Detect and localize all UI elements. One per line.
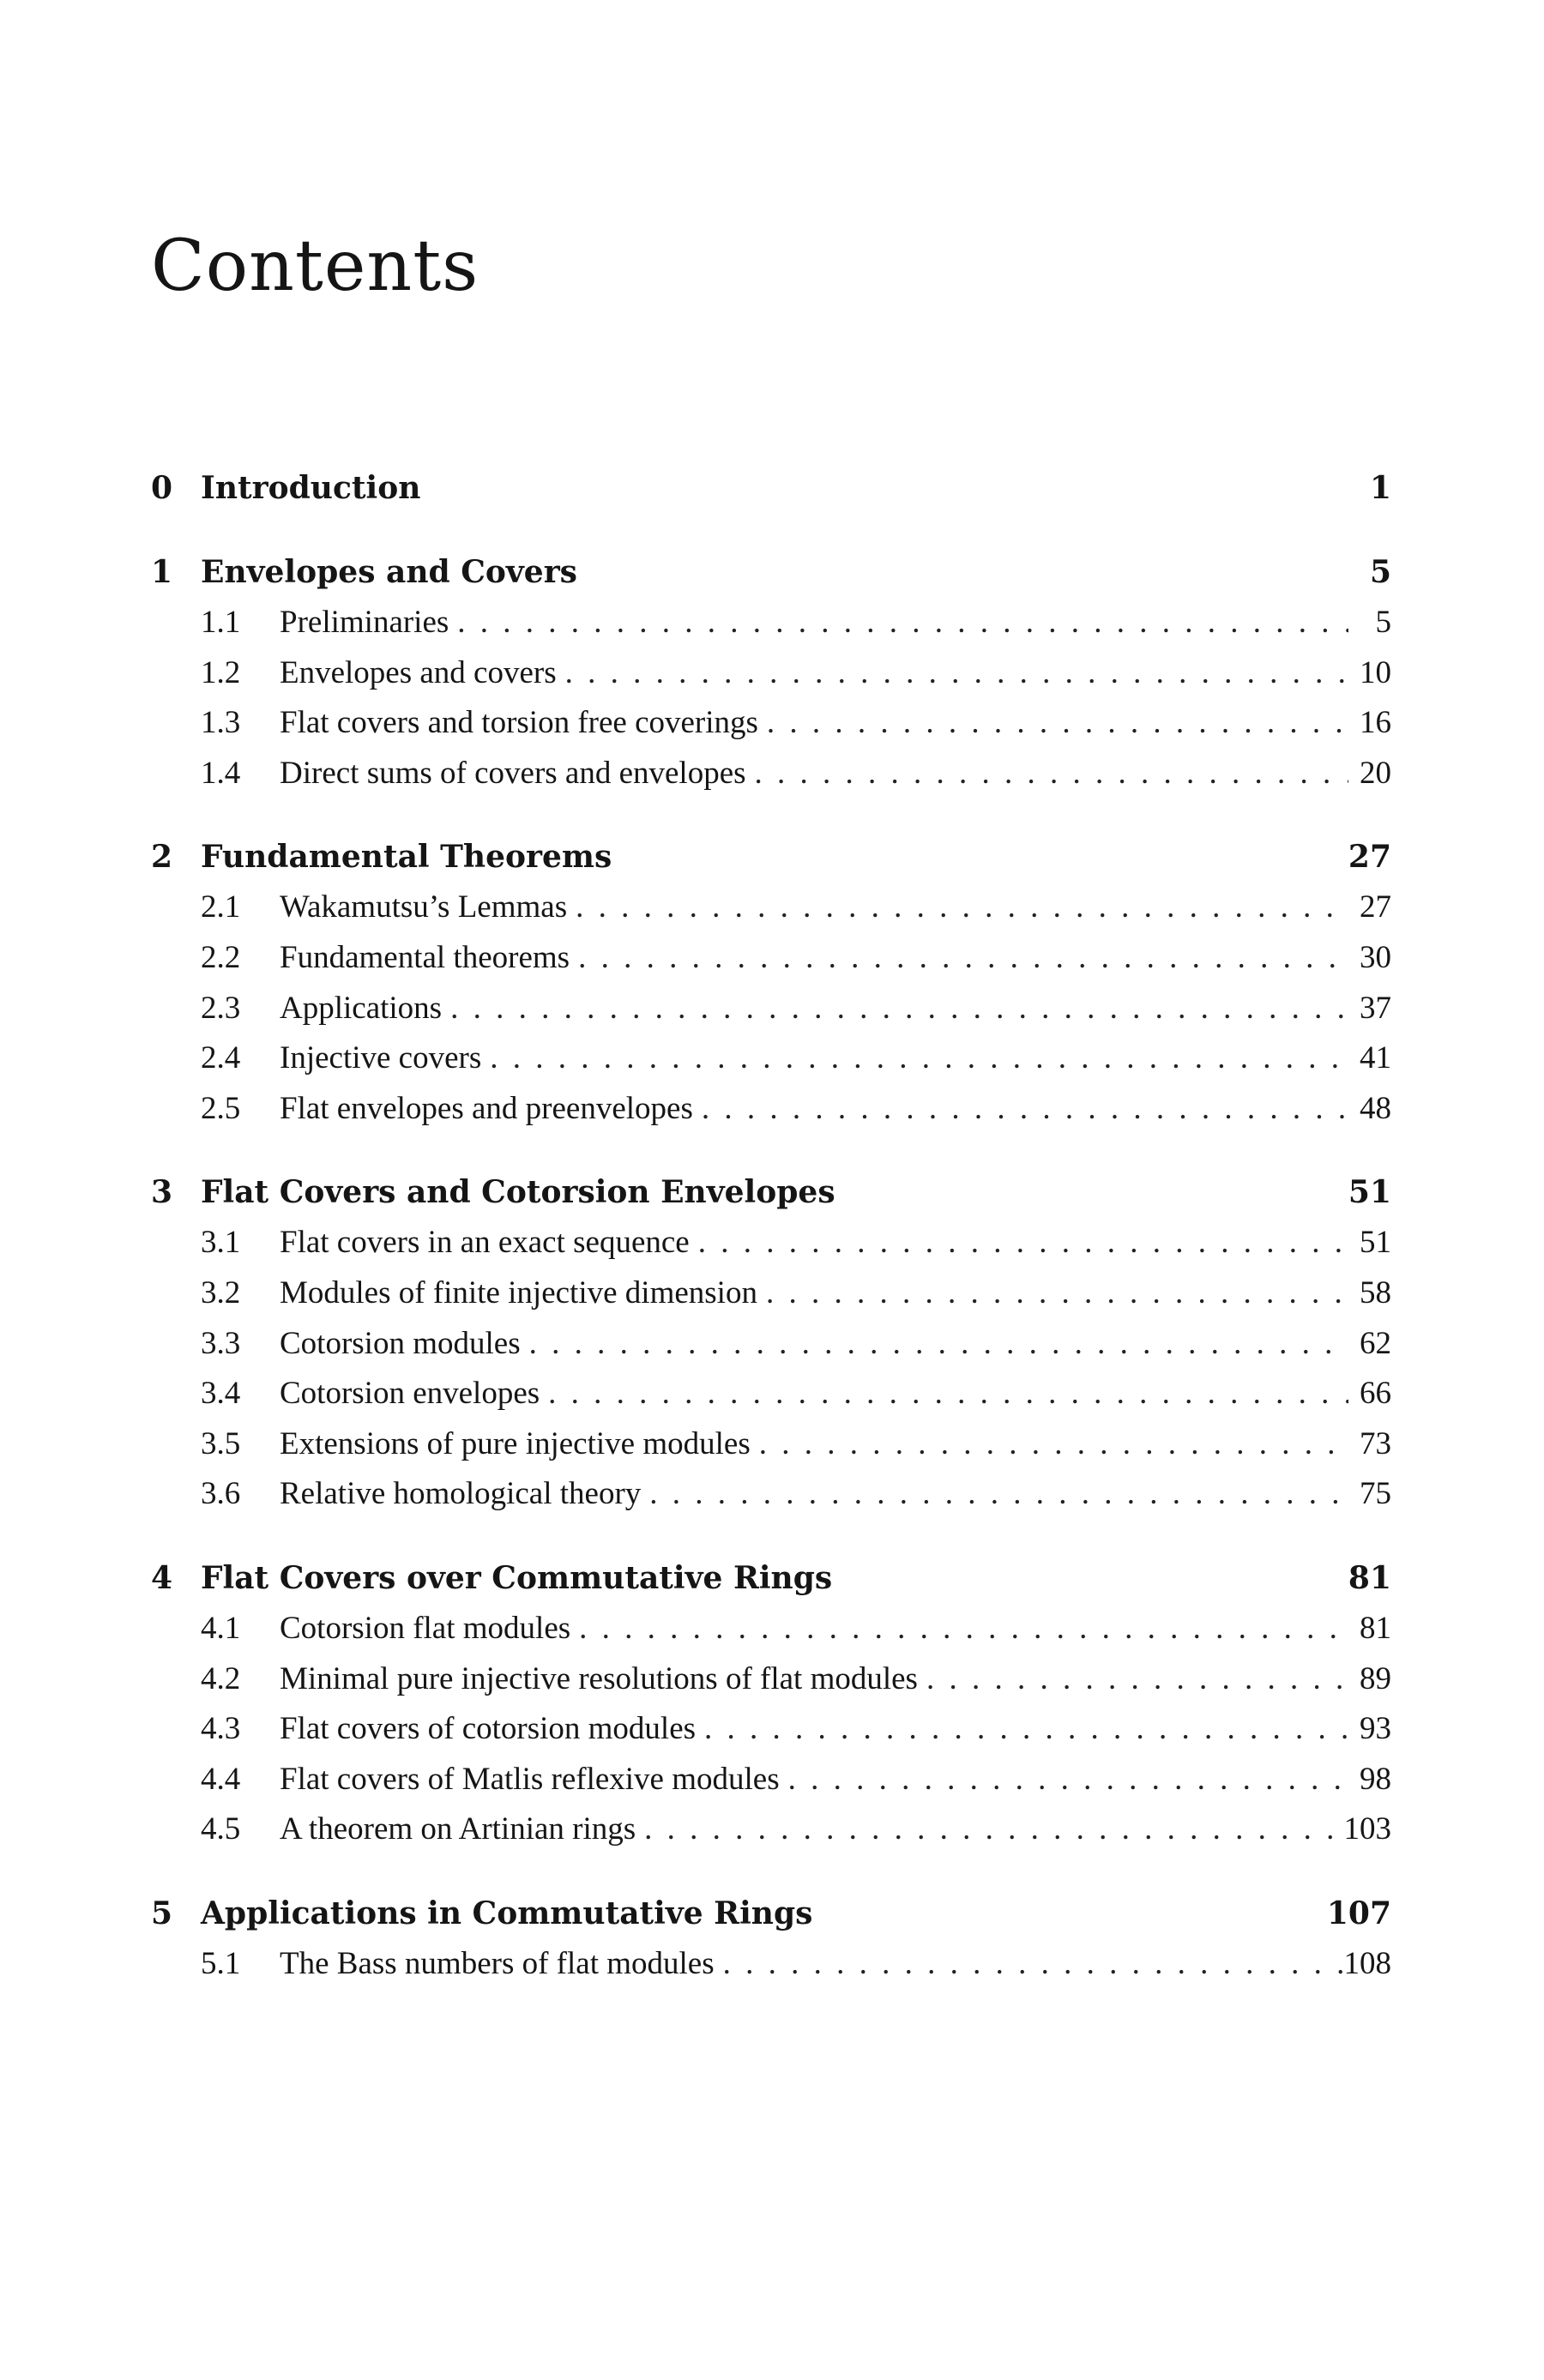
chapter-entry[interactable] bbox=[151, 1174, 1391, 1224]
section-page-number: 41 bbox=[1360, 1040, 1391, 1076]
chapter-4 bbox=[151, 1560, 1391, 1861]
dot-leader bbox=[755, 755, 1348, 792]
section-number: 3.2 bbox=[201, 1274, 241, 1311]
chapter-page-number: 5 bbox=[1369, 554, 1391, 590]
section-entry[interactable] bbox=[151, 1945, 1391, 1996]
section-page-number: 62 bbox=[1360, 1325, 1391, 1361]
section-title: Flat envelopes and preenvelopes bbox=[280, 1090, 693, 1126]
dot-leader bbox=[702, 1090, 1348, 1127]
section-entry[interactable] bbox=[151, 704, 1391, 755]
page-title: Contents bbox=[151, 226, 479, 307]
section-number: 4.5 bbox=[201, 1811, 241, 1847]
section-title: Flat covers of cotorsion modules bbox=[280, 1711, 697, 1747]
chapter-page-number: 1 bbox=[1369, 470, 1391, 506]
section-entry[interactable] bbox=[151, 1660, 1391, 1711]
chapter-page-number: 107 bbox=[1326, 1895, 1391, 1931]
section-number: 1.3 bbox=[201, 705, 241, 741]
section-title: The Bass numbers of flat modules bbox=[280, 1945, 715, 1981]
dot-leader bbox=[698, 1224, 1348, 1261]
section-number: 4.4 bbox=[201, 1761, 241, 1797]
section-title: Modules of finite injective dimension bbox=[280, 1274, 757, 1311]
section-title: Extensions of pure injective modules bbox=[280, 1425, 751, 1461]
section-title: Cotorsion envelopes bbox=[280, 1376, 540, 1412]
chapter-number: 1 bbox=[151, 554, 173, 590]
section-page-number: 89 bbox=[1360, 1660, 1391, 1696]
section-title: Wakamutsu’s Lemmas bbox=[280, 889, 568, 925]
section-number: 1.2 bbox=[201, 654, 241, 690]
section-entry[interactable] bbox=[151, 939, 1391, 990]
chapter-5 bbox=[151, 1895, 1391, 1996]
dot-leader bbox=[723, 1945, 1344, 1982]
section-title: Fundamental theorems bbox=[280, 939, 570, 975]
section-number: 5.1 bbox=[201, 1945, 241, 1981]
chapter-title: Introduction bbox=[201, 470, 421, 506]
section-entry[interactable] bbox=[151, 1274, 1391, 1325]
chapter-number: 0 bbox=[151, 470, 173, 506]
section-entry[interactable] bbox=[151, 1475, 1391, 1526]
dot-leader bbox=[578, 939, 1348, 976]
section-title: Injective covers bbox=[280, 1040, 482, 1076]
section-number: 4.2 bbox=[201, 1660, 241, 1696]
chapter-entry[interactable] bbox=[151, 839, 1391, 889]
section-entry[interactable] bbox=[151, 1811, 1391, 1861]
section-number: 3.5 bbox=[201, 1425, 241, 1461]
section-title: Applications bbox=[280, 990, 443, 1026]
dot-leader bbox=[450, 990, 1348, 1027]
section-title: Flat covers in an exact sequence bbox=[280, 1225, 690, 1261]
section-page-number: 5 bbox=[1375, 605, 1391, 640]
section-page-number: 16 bbox=[1360, 705, 1391, 741]
section-page-number: 93 bbox=[1360, 1711, 1391, 1747]
section-entry[interactable] bbox=[151, 1090, 1391, 1141]
dot-leader bbox=[926, 1660, 1348, 1697]
chapter-page-number: 51 bbox=[1348, 1174, 1391, 1211]
chapter-number: 5 bbox=[151, 1895, 173, 1931]
section-page-number: 48 bbox=[1360, 1090, 1391, 1126]
dot-leader bbox=[704, 1710, 1348, 1747]
section-page-number: 30 bbox=[1360, 939, 1391, 975]
section-page-number: 73 bbox=[1360, 1425, 1391, 1461]
chapter-title: Fundamental Theorems bbox=[201, 839, 612, 876]
section-number: 3.3 bbox=[201, 1325, 241, 1361]
chapter-0 bbox=[151, 470, 1391, 520]
section-entry[interactable] bbox=[151, 1610, 1391, 1660]
section-entry[interactable] bbox=[151, 889, 1391, 939]
section-page-number: 75 bbox=[1360, 1476, 1391, 1512]
section-number: 3.4 bbox=[201, 1376, 241, 1412]
section-page-number: 108 bbox=[1343, 1945, 1391, 1981]
chapter-number: 3 bbox=[151, 1174, 173, 1211]
section-number: 4.3 bbox=[201, 1711, 241, 1747]
chapter-title: Applications in Commutative Rings bbox=[201, 1895, 813, 1931]
section-number: 3.1 bbox=[201, 1225, 241, 1261]
section-page-number: 98 bbox=[1360, 1761, 1391, 1797]
chapter-entry[interactable] bbox=[151, 1560, 1391, 1610]
section-entry[interactable] bbox=[151, 1710, 1391, 1761]
section-title: Cotorsion modules bbox=[280, 1325, 521, 1361]
table-of-contents bbox=[151, 470, 1391, 2029]
dot-leader bbox=[548, 1375, 1348, 1412]
dot-leader bbox=[490, 1039, 1348, 1076]
dot-leader bbox=[766, 1274, 1348, 1311]
section-entry[interactable] bbox=[151, 604, 1391, 654]
section-number: 3.6 bbox=[201, 1476, 241, 1512]
chapter-number: 2 bbox=[151, 839, 173, 876]
section-entry[interactable] bbox=[151, 1224, 1391, 1274]
dot-leader bbox=[649, 1475, 1348, 1512]
section-title: Flat covers and torsion free coverings bbox=[280, 705, 758, 741]
dot-leader bbox=[457, 604, 1348, 641]
dot-leader bbox=[576, 889, 1348, 925]
section-page-number: 20 bbox=[1360, 755, 1391, 791]
dot-leader bbox=[788, 1761, 1348, 1798]
dot-leader bbox=[529, 1325, 1348, 1362]
section-number: 2.1 bbox=[201, 889, 241, 925]
section-entry[interactable] bbox=[151, 1761, 1391, 1811]
chapter-entry[interactable] bbox=[151, 470, 1391, 520]
section-title: Preliminaries bbox=[280, 605, 449, 640]
chapter-entry[interactable] bbox=[151, 554, 1391, 604]
section-title: Relative homological theory bbox=[280, 1476, 642, 1512]
chapter-entry[interactable] bbox=[151, 1895, 1391, 1945]
section-page-number: 27 bbox=[1360, 889, 1391, 925]
section-entry[interactable] bbox=[151, 990, 1391, 1040]
section-page-number: 81 bbox=[1360, 1610, 1391, 1646]
section-page-number: 37 bbox=[1360, 990, 1391, 1026]
section-number: 2.4 bbox=[201, 1040, 241, 1076]
section-number: 2.2 bbox=[201, 939, 241, 975]
section-title: Envelopes and covers bbox=[280, 654, 557, 690]
section-number: 2.3 bbox=[201, 990, 241, 1026]
section-entry[interactable] bbox=[151, 1375, 1391, 1425]
section-title: Direct sums of covers and envelopes bbox=[280, 755, 746, 791]
section-number: 4.1 bbox=[201, 1610, 241, 1646]
section-entry[interactable] bbox=[151, 654, 1391, 705]
dot-leader bbox=[579, 1610, 1348, 1647]
dot-leader bbox=[644, 1811, 1343, 1847]
chapter-number: 4 bbox=[151, 1559, 173, 1596]
chapter-1 bbox=[151, 554, 1391, 804]
section-number: 1.1 bbox=[201, 605, 241, 640]
section-page-number: 103 bbox=[1343, 1811, 1391, 1847]
section-page-number: 58 bbox=[1360, 1274, 1391, 1311]
section-entry[interactable] bbox=[151, 1039, 1391, 1090]
section-number: 2.5 bbox=[201, 1090, 241, 1126]
section-entry[interactable] bbox=[151, 755, 1391, 805]
chapter-2 bbox=[151, 839, 1391, 1140]
dot-leader bbox=[759, 1425, 1348, 1462]
section-page-number: 66 bbox=[1360, 1376, 1391, 1412]
section-entry[interactable] bbox=[151, 1425, 1391, 1476]
chapter-3 bbox=[151, 1174, 1391, 1526]
section-title: A theorem on Artinian rings bbox=[280, 1811, 636, 1847]
chapter-page-number: 27 bbox=[1348, 839, 1391, 876]
section-entry[interactable] bbox=[151, 1325, 1391, 1376]
dot-leader bbox=[565, 654, 1348, 691]
section-page-number: 51 bbox=[1360, 1225, 1391, 1261]
section-title: Flat covers of Matlis reflexive modules bbox=[280, 1761, 780, 1797]
dot-leader bbox=[767, 704, 1348, 741]
section-number: 1.4 bbox=[201, 755, 241, 791]
chapter-title: Envelopes and Covers bbox=[201, 554, 577, 590]
section-title: Minimal pure injective resolutions of flat modules bbox=[280, 1660, 918, 1696]
section-page-number: 10 bbox=[1360, 654, 1391, 690]
chapter-title: Flat Covers and Cotorsion Envelopes bbox=[201, 1174, 835, 1211]
section-title: Cotorsion flat modules bbox=[280, 1610, 571, 1646]
chapter-title: Flat Covers over Commutative Rings bbox=[201, 1559, 833, 1596]
chapter-page-number: 81 bbox=[1348, 1559, 1391, 1596]
